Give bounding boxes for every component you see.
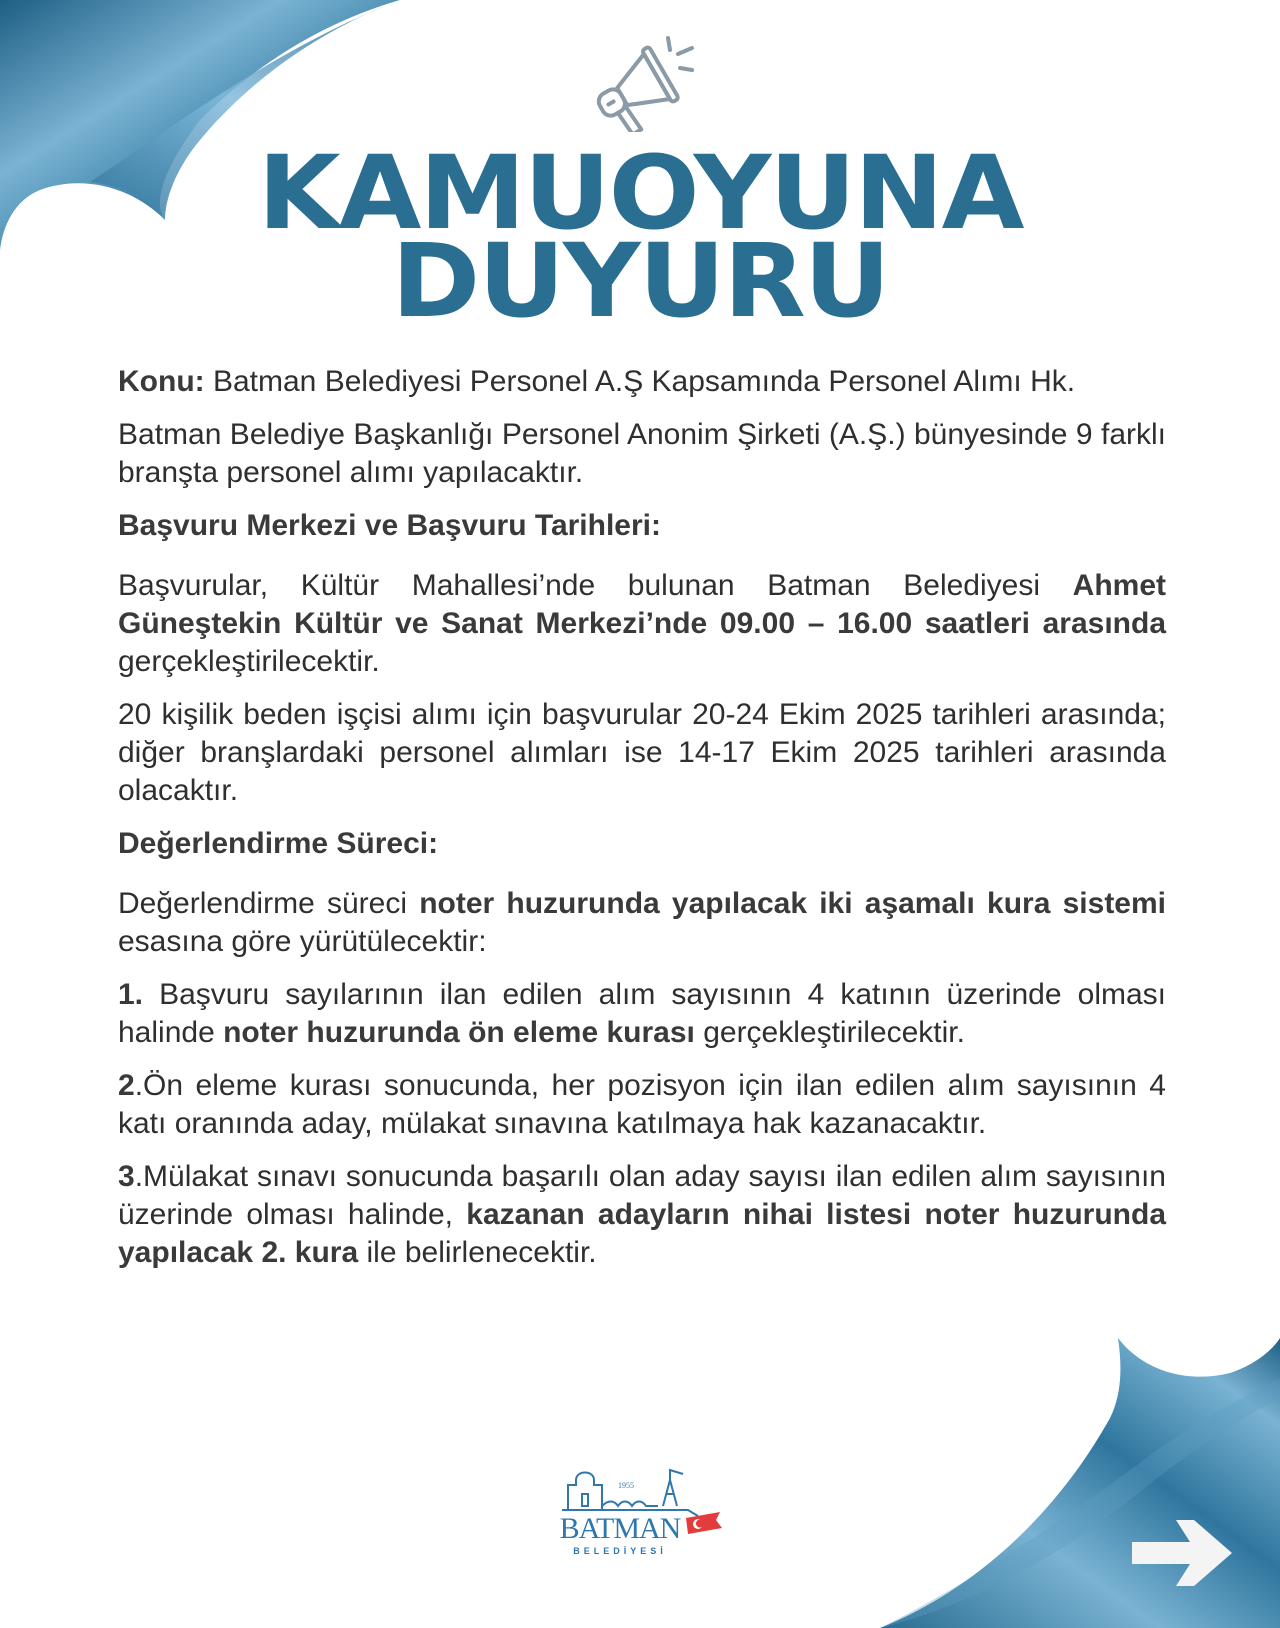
arrow-right-icon[interactable] — [1132, 1520, 1236, 1586]
announcement-title — [0, 134, 1280, 341]
evaluation-step-3: 3.Mülakat sınavı sonucunda başarılı olan aday sayısı ilan edilen alım sayısının üzerinde olması halinde, kazanan adayların nihai listesi noter huzurunda yapılacak 2. kura ile belirlenecektir. — [118, 1160, 1167, 1269]
intro-paragraph: Batman Belediye Başkanlığı Personel Anonim Şirketi (A.Ş.) bünyesinde 9 farklı branşta personel alımı yapılacaktır. — [118, 418, 1166, 489]
evaluation-intro-paragraph: Değerlendirme süreci noter huzurunda yapılacak iki aşamalı kura sistemi esasına göre yürütülecektir: — [118, 887, 1166, 958]
svg-text:1955: 1955 — [618, 1481, 634, 1490]
subject-label: Konu: — [118, 365, 205, 398]
section-heading-evaluation: Değerlendirme Süreci: — [118, 827, 439, 860]
batman-belediyesi-logo — [558, 1460, 738, 1560]
application-dates-paragraph: 20 kişilik beden işçisi alımı için başvurular 20-24 Ekim 2025 tarihleri arasında; diğer branşlardaki personel alımları ise 14-17 Ekim 2025 tarihleri arasında olacaktır. — [118, 698, 1166, 807]
megaphone-icon — [582, 28, 700, 132]
announcement-body — [118, 363, 1166, 1287]
svg-text:BELEDİYESİ: BELEDİYESİ — [573, 1546, 667, 1556]
evaluation-step-2: 2.Ön eleme kurası sonucunda, her pozisyon için ilan edilen alım sayısının 4 katı oranında aday, mülakat sınavına katılmaya hak kazanacaktır. — [118, 1069, 1166, 1140]
evaluation-step-1: 1. Başvuru sayılarının ilan edilen alım sayısının 4 katının üzerinde olması halinde noter huzurunda ön eleme kurası gerçekleştirilecektir. — [118, 978, 1166, 1049]
section-heading-application: Başvuru Merkezi ve Başvuru Tarihleri: — [118, 509, 661, 542]
application-location-paragraph: Başvurular, Kültür Mahallesi’nde bulunan Batman Belediyesi Ahmet Güneştekin Kültür ve Sanat Merkezi’nde 09.00 – 16.00 saatleri arasında gerçekleştirilecektir. — [118, 569, 1166, 678]
subject-paragraph — [118, 363, 1166, 401]
svg-text:BATMAN: BATMAN — [559, 1512, 681, 1545]
subject-text: Batman Belediyesi Personel A.Ş Kapsamında Personel Alımı Hk. — [204, 365, 1076, 398]
title-line-1: KAMUOYUNA — [257, 134, 1023, 253]
title-line-2: DUYURU — [391, 222, 889, 341]
